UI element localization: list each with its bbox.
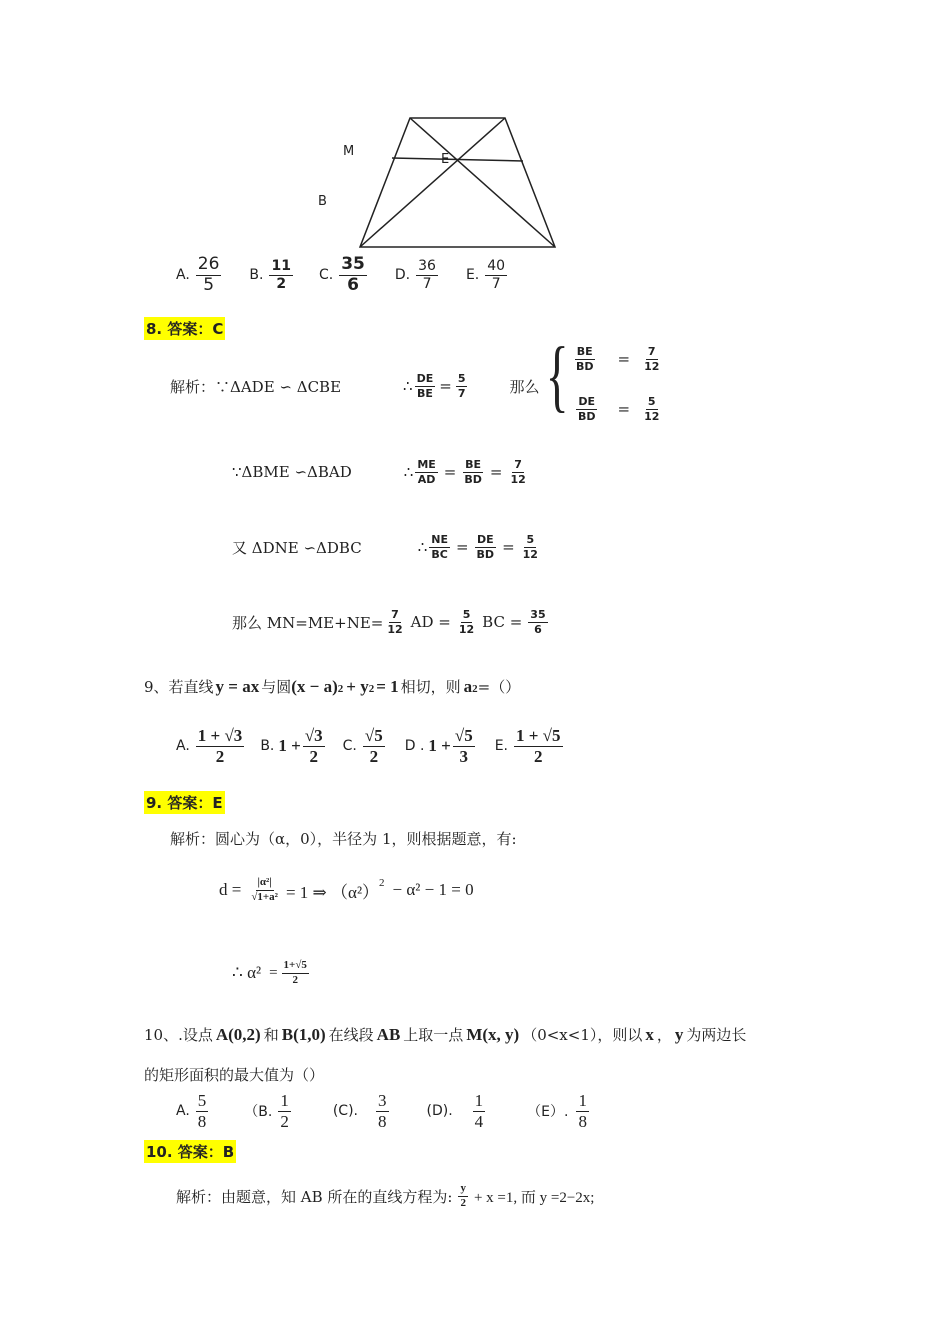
a9-formula: d = $\frac{\text{|α²|}}{\text{√1+a²}}$ = 1 ⇒ （α²） $^2$ − α² − 1 = 0 bbox=[219, 876, 474, 903]
trapezoid-outline bbox=[360, 118, 555, 247]
q9-stem: 9、若直线 y = ax 与圆 (x − a) 2 + y 2 = 1 相切，则 a 2 =（） bbox=[144, 677, 521, 696]
system-brace: { bbox=[545, 332, 569, 420]
q7-option-e-value: $\frac{40}{7}$ bbox=[487, 258, 506, 292]
q7-option-d-value: $\frac{36}{7}$ bbox=[418, 258, 436, 292]
q9-option-d-value: $\frac{√5}{3}$ bbox=[454, 726, 473, 766]
q7-options bbox=[176, 256, 509, 295]
a8-line1: 解析：∵ΔADE ∽ ΔCBE ∴ $\frac{DE}{BE}$ = $\frac{5}{7}$ 那么 bbox=[170, 372, 540, 400]
answer-10-label: 10. 答案：B bbox=[144, 1140, 236, 1163]
a8-ratio-de-be: $\frac{DE}{BE}$ bbox=[416, 372, 434, 400]
q10-option-a-letter: A. bbox=[176, 1103, 190, 1120]
q10-option-c-value: $\frac{3}{8}$ bbox=[378, 1091, 387, 1131]
a8-system-row2: $\frac{DE}{BD}$ = $\frac{5}{12}$ bbox=[578, 395, 660, 423]
q9-option-e-value: $\frac{1 + √5}{2}$ bbox=[516, 726, 561, 766]
a8-line3: 又 ΔDNE ∽ΔDBC ∴ $\frac{NE}{BC}$ = $\frac{DE}{BD}$ = $\frac{5}{12}$ bbox=[232, 533, 538, 561]
q9-option-a-letter: A. bbox=[176, 738, 190, 755]
q10-option-d-letter: (D). bbox=[426, 1103, 453, 1120]
q7-option-b-value: $\frac{11}{2}$ bbox=[271, 258, 291, 292]
figure-label-m: M bbox=[343, 144, 355, 159]
q7-option-c-letter: C. bbox=[318, 267, 334, 284]
q10-option-d-value: $\frac{1}{4}$ bbox=[474, 1091, 484, 1131]
q9-option-b-letter: B. bbox=[260, 738, 275, 755]
q10-options bbox=[176, 1092, 591, 1131]
q10-stem-line2: 的矩形面积的最大值为（） bbox=[144, 1066, 325, 1084]
a8-system-row1: $\frac{BE}{BD}$ = $\frac{7}{12}$ bbox=[576, 345, 660, 373]
a8-line2: ∵ΔBME ∽ΔBAD ∴ $\frac{ME}{AD}$ = $\frac{BE}{BD}$ = $\frac{7}{12}$ bbox=[232, 458, 526, 486]
a9-result: ∴ α² = $\frac{1+√5}{2}$ bbox=[232, 959, 307, 986]
q7-option-c-value: $\frac{35}{6}$ bbox=[341, 254, 365, 295]
q9-option-c-letter: C. bbox=[342, 738, 357, 755]
q7-option-b-letter: B. bbox=[249, 267, 264, 284]
q10-stem-line1: 10、.设点 A(0,2) 和 B(1,0) 在线段 AB 上取一点 M(x, y) （0<x<1），则以 x ， y 为两边长 bbox=[144, 1025, 747, 1044]
q7-option-a-value: $\frac{26}{5}$ bbox=[197, 254, 220, 295]
q9-option-b-value: $\frac{√3}{2}$ bbox=[304, 726, 323, 766]
figure-label-b: B bbox=[318, 194, 327, 209]
trapezoid-figure bbox=[355, 112, 560, 252]
q9-option-e-letter: E. bbox=[494, 738, 508, 755]
q9-option-a-value: $\frac{1 + √3}{2}$ bbox=[197, 726, 243, 766]
q10-option-b-letter: （B. bbox=[244, 1104, 273, 1121]
answer-9-label: 9. 答案：E bbox=[144, 791, 225, 814]
q10-option-a-value: $\frac{5}{8}$ bbox=[197, 1091, 207, 1131]
q9-options: A. $\frac{1 + √3}{2}$ B. 1 + $\frac{√3}{2}$ C. $\frac{√5}{2}$ D . 1 + $\frac{√5}{3}$ E. $\frac{1 + √5}{2}$ bbox=[176, 726, 561, 766]
figure-label-e: E bbox=[441, 152, 450, 167]
q10-option-e-letter: （E）. bbox=[527, 1104, 569, 1121]
a9-explanation: 解析：圆心为（α，0），半径为 1，则根据题意，有: bbox=[170, 830, 517, 848]
q9-option-c-value: $\frac{√5}{2}$ bbox=[364, 726, 383, 766]
q7-option-a-letter: A. bbox=[176, 267, 190, 284]
answer-8-label: 8. 答案：C bbox=[144, 317, 225, 340]
q10-option-c-letter: (C). bbox=[332, 1103, 358, 1120]
q10-option-b-value: $\frac{1}{2}$ bbox=[280, 1091, 289, 1131]
a8-ratio-5-7: $\frac{5}{7}$ bbox=[457, 372, 466, 400]
q9-option-d-letter: D . bbox=[404, 738, 425, 755]
a8-line4: 那么 MN=ME+NE= $\frac{7}{12}$ AD = $\frac{5}{12}$ BC = $\frac{35}{6}$ bbox=[232, 608, 546, 636]
q7-option-e-letter: E. bbox=[465, 267, 480, 284]
q7-option-d-letter: D. bbox=[394, 267, 411, 284]
q10-option-e-value: $\frac{1}{8}$ bbox=[578, 1091, 587, 1131]
a10-explanation: 解析：由题意，知 AB 所在的直线方程为: $\frac{y}{2}$ + x =1, 而 y =2−2x; bbox=[176, 1182, 595, 1209]
